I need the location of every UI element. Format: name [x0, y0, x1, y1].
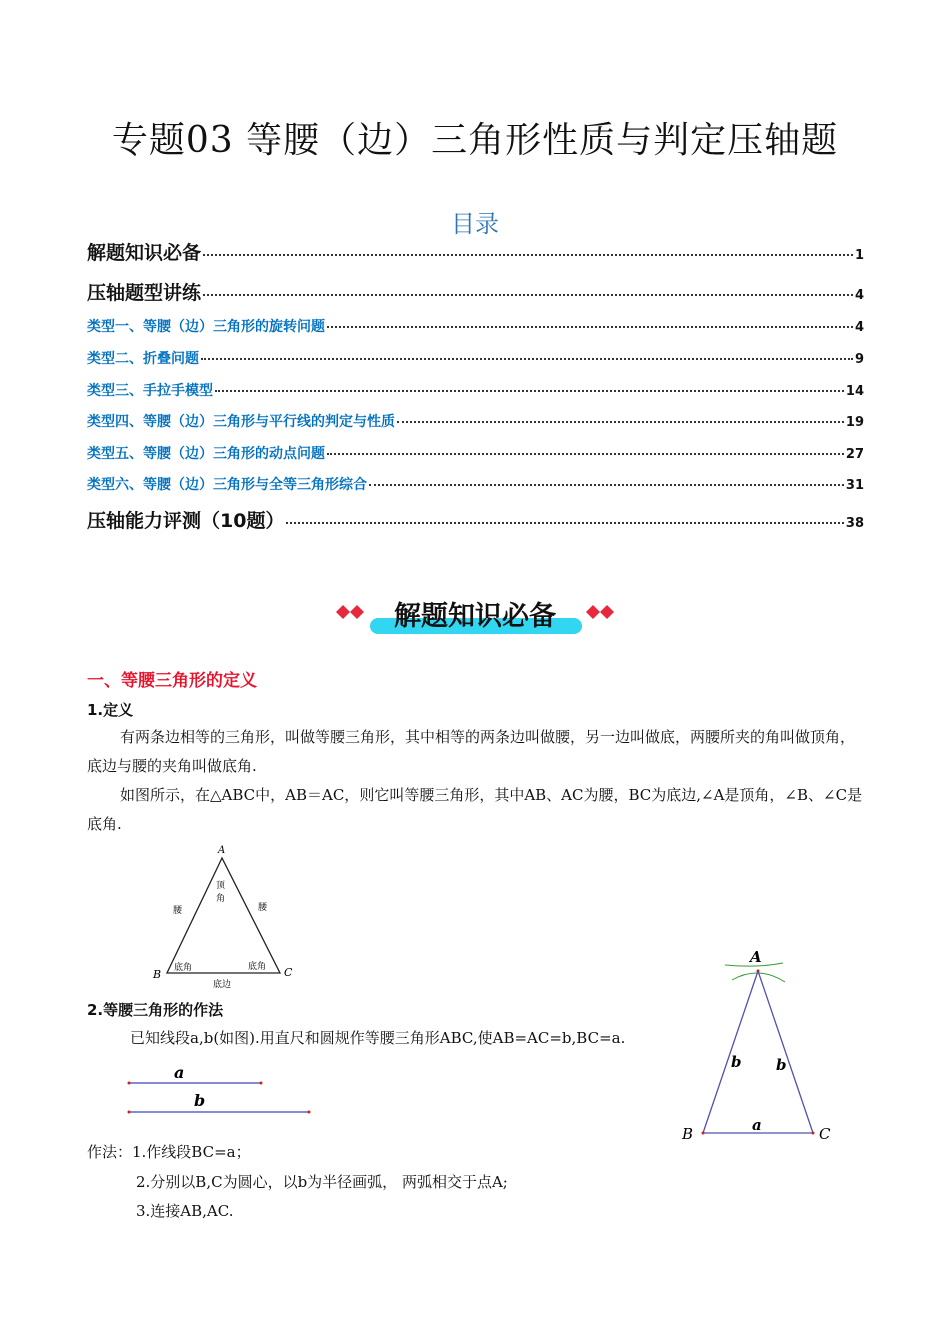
paragraph: 有两条边相等的三角形，叫做等腰三角形，其中相等的两条边叫做腰，另一边叫做底，两腰所夹的角叫做顶角，底边与腰的夹角叫做底角.: [87, 728, 856, 775]
toc-item[interactable]: [87, 474, 864, 494]
leg-label: 腰: [258, 903, 268, 913]
toc-page: 31: [845, 478, 864, 493]
toc-item[interactable]: [87, 411, 864, 431]
step: 作法：1.作线段BC=a；: [87, 1143, 251, 1161]
construction-triangle-figure: [670, 940, 840, 1150]
label-C: C: [284, 966, 293, 979]
isosceles-triangle-figure: [140, 840, 310, 990]
segment-a-label: a: [174, 1063, 185, 1082]
toc-item[interactable]: [87, 278, 864, 305]
label-a: a: [752, 1116, 762, 1134]
toc-label: 解题知识必备: [87, 242, 202, 264]
toc-page: 27: [845, 447, 864, 462]
apex-label: 顶: [216, 881, 226, 891]
toc-page: 9: [854, 352, 864, 367]
toc-page: 19: [845, 415, 864, 430]
base-label: 底边: [213, 980, 232, 990]
toc-item[interactable]: [87, 238, 864, 265]
toc-heading: 目录: [451, 210, 499, 238]
toc-label: 类型三、手拉手模型: [87, 383, 213, 399]
toc-page: 4: [854, 320, 864, 335]
toc-item[interactable]: [87, 316, 864, 336]
toc-item[interactable]: [87, 348, 864, 368]
segment-b-label: b: [194, 1091, 206, 1110]
label-A: A: [218, 845, 226, 856]
toc-item[interactable]: [87, 443, 864, 463]
toc-label: 类型一、等腰（边）三角形的旋转问题: [87, 319, 325, 335]
toc-item[interactable]: [87, 506, 864, 533]
toc-page: 4: [854, 288, 864, 303]
toc-item[interactable]: [87, 380, 864, 400]
label-C: C: [819, 1125, 831, 1143]
segments-figure: [120, 1060, 320, 1120]
page-title: 专题03 等腰（边）三角形性质与判定压轴题: [111, 120, 839, 161]
section-banner: [330, 592, 620, 642]
label-b: b: [776, 1056, 787, 1074]
toc-page: 38: [845, 516, 864, 531]
paragraph: 如图所示，在△ABC中，AB＝AC，则它叫等腰三角形，其中AB、AC为腰，BC为底边,∠A是顶角，∠B、∠C是底角.: [87, 786, 863, 833]
label-A: A: [750, 948, 762, 966]
banner-title: 解题知识必备: [394, 601, 556, 632]
toc-label: 类型五、等腰（边）三角形的动点问题: [87, 446, 325, 462]
label-B: B: [153, 968, 162, 981]
toc-page: 1: [854, 248, 864, 263]
toc-page: 14: [845, 384, 864, 399]
toc-label: 类型二、折叠问题: [87, 351, 199, 367]
subheading-definition: 1.定义: [87, 701, 134, 719]
step: 2.分别以B,C为圆心，以b为半径画弧， 两弧相交于点A;: [136, 1173, 508, 1191]
subheading-construction: 2.等腰三角形的作法: [87, 1001, 224, 1019]
step: 3.连接AB,AC.: [136, 1202, 234, 1220]
section-heading: 一、等腰三角形的定义: [87, 671, 257, 691]
base-angle-label: 底角: [174, 963, 193, 973]
toc-label: 类型六、等腰（边）三角形与全等三角形综合: [87, 477, 367, 493]
base-angle-label: 底角: [248, 962, 267, 972]
toc-label: 压轴题型讲练: [87, 282, 202, 304]
leg-label: 腰: [173, 906, 183, 916]
toc-label: 类型四、等腰（边）三角形与平行线的判定与性质: [87, 414, 395, 430]
apex-label: 角: [216, 894, 226, 904]
label-B: B: [682, 1125, 694, 1143]
toc-label: 压轴能力评测（10题）: [87, 510, 285, 532]
label-b: b: [731, 1053, 742, 1071]
paragraph: 已知线段a,b(如图).用直尺和圆规作等腰三角形ABC,使AB=AC=b,BC=a.: [130, 1029, 626, 1047]
